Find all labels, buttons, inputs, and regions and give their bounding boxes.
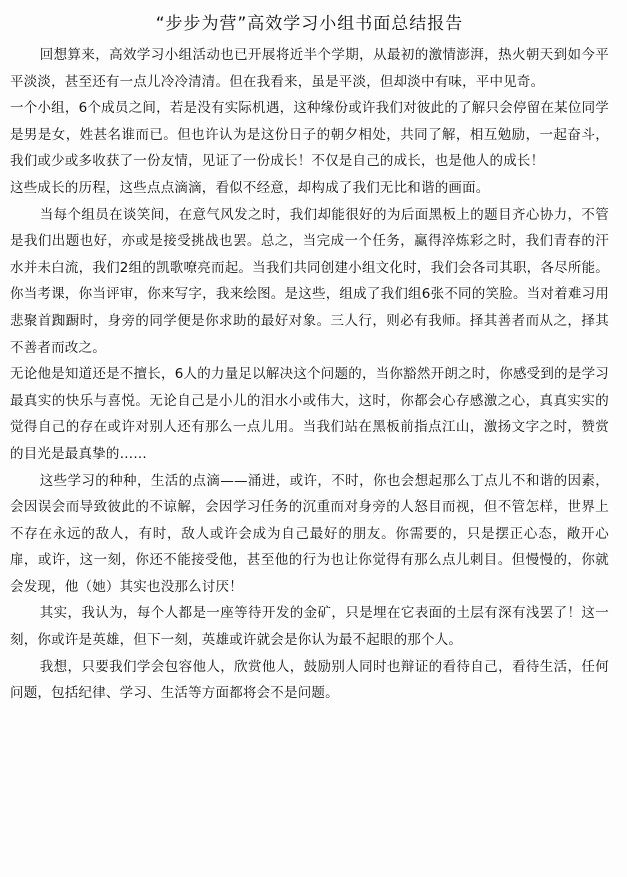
paragraph-5: 无论他是知道还是不擅长，6人的力量足以解决这个问题的，当你豁然开朗之时，你感受到的是学习最真实的快乐与喜悦。无论自己是小儿的泪水小或伟大，这时，你都会心存感激之心，真真实实的觉得自己的存在或许对别人还有那么一点儿用。当我们站在黑板前指点江山，激扬文字之时，赞赏的目光是最真挚的…… (10, 366, 609, 462)
paragraph-6: 这些学习的种种，生活的点滴——涌进，或许，不时，你也会想起那么丁点儿不和谐的因素，会因误会而导致彼此的不谅解，会因学习任务的沉重而对身旁的人怒目而视，但不管怎样，世界上不存在永远的敌人，有时，敌人或许会成为自己最好的朋友。你需要的，只是摆正心态，敞开心扉，或许，这一刻，你还不能接受他，甚至他的行为也让你觉得有那么点儿刺目。但慢慢的，你就会发现，他（她）其实也没那么讨厌！ (10, 472, 609, 595)
paragraph-1: 回想算来，高效学习小组活动也已开展将近半个学期，从最初的激情澎湃，热火朝天到如今平平淡淡，甚至还有一点儿冷冷清清。但在我看来，虽是平淡，但却淡中有味，平中见奇。 (10, 47, 609, 90)
paragraph-7: 其实，我认为，每个人都是一座等待开发的金矿，只是埋在它表面的土层有深有浅罢了！这一刻，你或许是英雄，但下一刻，英雄或许就会是你认为最不起眼的那个人。 (10, 605, 609, 649)
document-title: “步步为营”高效学习小组书面总结报告 (155, 14, 464, 34)
paragraph-2: 一个小组，6个成员之间，若是没有实际机遇，这种缘份或许我们对彼此的了解只会停留在某位同学是男是女，姓甚名谁而已。但也许认为是这份日子的朝夕相处，共同了解，相互勉励，一起奋斗，我们或少或多收获了一份友情，见证了一份成长！不仅是自己的成长，也是他人的成长！ (10, 100, 609, 170)
paragraph-3: 这些成长的历程，这些点点滴滴，看似不经意，却构成了我们无比和谐的画面。 (10, 179, 490, 196)
paragraph-4: 当每个组员在谈笑间，在意气风发之时，我们却能很好的为后面黑板上的题目齐心协力，不管是我们出题也好，亦或是接受挑战也罢。总之，当完成一个任务，赢得淬炼彩之时，我们青春的汗水并未白流，我们2组的凯歌嘹亮而起。当我们共同创建小组文化时，我们会各司其职，各尽所能。你当考课，你当评审，你来写字，我来绘图。是这些，组成了我们组6张不同的笑脸。当对着难习用悲聚首踟蹰时，身旁的同学便是你求助的最好对象。三人行，则必有我师。择其善者而从之，择其不善者而改之。 (10, 206, 609, 356)
paragraph-8: 我想，只要我们学会包容他人，欣赏他人，鼓励别人同时也辩证的看待自己，看待生活，任何问题，包括纪律、学习、生活等方面都将会不是问题。 (10, 658, 609, 702)
